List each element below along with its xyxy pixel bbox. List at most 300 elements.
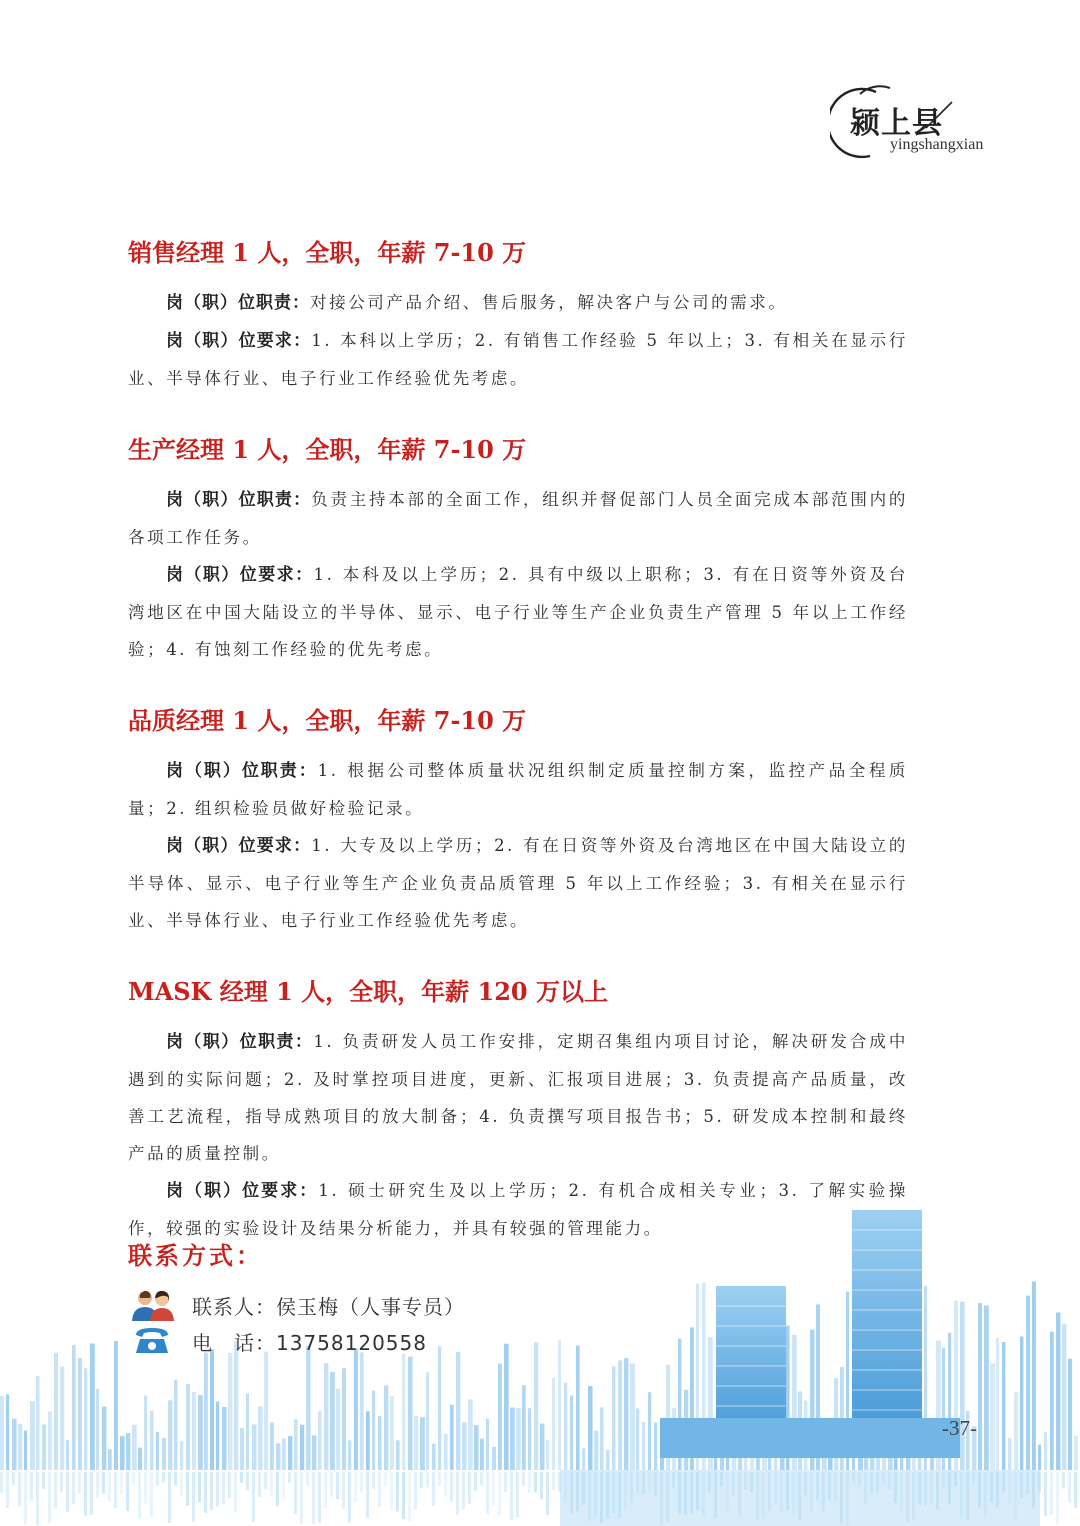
- skyline-bar: [594, 1431, 598, 1470]
- skyline-reflection: [144, 1472, 147, 1503]
- skyline-reflection: [804, 1472, 807, 1495]
- skyline-reflection: [768, 1472, 771, 1510]
- skyline-reflection: [942, 1472, 945, 1488]
- skyline-reflection: [342, 1472, 345, 1509]
- skyline-reflection: [0, 1472, 3, 1493]
- skyline-bar: [372, 1391, 375, 1470]
- skyline-reflection: [180, 1472, 183, 1495]
- skyline-reflection: [588, 1472, 591, 1521]
- skyline-bar: [432, 1444, 436, 1470]
- skyline-reflection: [600, 1472, 603, 1523]
- skyline-reflection: [780, 1472, 783, 1512]
- skyline-bar: [354, 1348, 358, 1470]
- skyline-reflection: [18, 1472, 21, 1507]
- header-logo: [830, 84, 1010, 164]
- skyline-bar: [306, 1346, 311, 1470]
- skyline-reflection: [384, 1472, 387, 1486]
- skyline-reflection: [870, 1472, 873, 1493]
- skyline-bar: [276, 1443, 280, 1470]
- skyline-bar: [576, 1346, 580, 1470]
- skyline-bar: [36, 1376, 40, 1470]
- skyline-bar: [540, 1424, 544, 1470]
- job-title: 品质经理 1 人，全职，年薪 7-10 万: [128, 706, 527, 735]
- duty-text: 1. 负责研发人员工作安排，定期召集组内项目讨论，解决研发合成中遇到的实际问题；2. 及时掌控项目进度，更新、汇报项目进展；3. 负责提高产品质量，改善工艺流程，指导成熟项目的放大制备；4. 负责撰写项目报告书；5. 研发成本控制和最终产品的质量控制。: [128, 1032, 909, 1163]
- skyline-reflection: [168, 1472, 171, 1523]
- contact-person-row: [130, 1288, 465, 1322]
- skyline-reflection: [732, 1472, 735, 1496]
- skyline-reflection: [432, 1472, 435, 1505]
- skyline-reflection: [498, 1472, 501, 1516]
- skyline-reflection: [774, 1472, 777, 1504]
- skyline-bar: [1020, 1336, 1023, 1470]
- skyline-bar: [156, 1432, 159, 1470]
- skyline-bar: [132, 1425, 137, 1470]
- requirement-label: 岗（职）位要求：: [166, 331, 312, 351]
- skyline-bar: [168, 1400, 172, 1470]
- skyline-bar: [42, 1424, 46, 1470]
- skyline-reflection: [222, 1472, 225, 1504]
- skyline-bar: [6, 1394, 9, 1470]
- skyline-reflection: [744, 1472, 747, 1490]
- skyline-reflection: [1032, 1472, 1035, 1508]
- skyline-reflection: [372, 1472, 375, 1489]
- skyline-reflection: [612, 1472, 615, 1513]
- skyline-reflection: [420, 1472, 423, 1488]
- skyline-reflection: [864, 1472, 867, 1503]
- skyline-reflection: [126, 1472, 129, 1511]
- skyline-reflection: [678, 1472, 681, 1513]
- skyline-reflection: [954, 1472, 957, 1487]
- job-title: 生产经理 1 人，全职，年薪 7-10 万: [128, 435, 527, 464]
- skyline-bar: [150, 1411, 153, 1470]
- skyline-reflection: [990, 1472, 993, 1502]
- skyline-reflection: [750, 1472, 753, 1492]
- skyline-reflection: [30, 1472, 33, 1500]
- skyline-reflection: [90, 1472, 93, 1515]
- skyline-reflection: [240, 1472, 243, 1483]
- skyline-reflection: [594, 1472, 597, 1517]
- skyline-reflection: [1044, 1472, 1047, 1516]
- telephone-icon: [130, 1325, 176, 1357]
- skyline-reflection: [906, 1472, 909, 1522]
- skyline-reflection: [96, 1472, 99, 1498]
- skyline-reflection: [108, 1472, 111, 1501]
- skyline-reflection: [900, 1472, 903, 1512]
- skyline-reflection: [426, 1472, 429, 1487]
- skyline-bar: [1032, 1281, 1036, 1470]
- skyline-bar: [612, 1366, 615, 1470]
- skyline-reflection: [318, 1472, 321, 1522]
- skyline-reflection: [234, 1472, 237, 1512]
- skyline-bar: [420, 1417, 425, 1470]
- skyline-bar: [324, 1363, 328, 1470]
- job-duty: [128, 1023, 908, 1172]
- job-duty: [128, 284, 908, 322]
- requirement-text: 1. 大专及以上学历；2. 有在日资等外资及台湾地区在中国大陆设立的半导体、显示、电子行业等生产企业负责品质管理 5 年以上工作经验；3. 有相关在显示行业、半导体行业、电子行业工作经验优先考虑。: [128, 836, 908, 930]
- skyline-bar: [12, 1419, 17, 1470]
- skyline-reflection: [654, 1472, 657, 1496]
- skyline-reflection: [462, 1472, 465, 1509]
- skyline-bar: [480, 1439, 484, 1470]
- skyline-reflection: [672, 1472, 675, 1487]
- skyline-bar: [348, 1440, 351, 1470]
- skyline-reflection: [252, 1472, 255, 1522]
- skyline-reflection: [1002, 1472, 1005, 1492]
- skyline-reflection: [378, 1472, 381, 1507]
- skyline-bar: [606, 1450, 610, 1470]
- skyline-bar: [282, 1438, 286, 1470]
- skyline-reflection: [708, 1472, 711, 1491]
- skyline-bar: [48, 1411, 52, 1470]
- skyline-reflection: [738, 1472, 741, 1516]
- skyline-reflection: [510, 1472, 513, 1520]
- skyline-reflection: [828, 1472, 831, 1500]
- skyline-reflection: [450, 1472, 453, 1502]
- skyline-bar: [588, 1386, 593, 1470]
- skyline-bar: [522, 1385, 526, 1470]
- people-icon: [130, 1289, 176, 1321]
- skyline-bar: [552, 1378, 555, 1470]
- skyline-bar: [78, 1358, 82, 1470]
- skyline-reflection: [984, 1472, 987, 1516]
- requirement-label: 岗（职）位要求：: [166, 1181, 319, 1201]
- skyline-reflection: [72, 1472, 75, 1504]
- skyline-reflection: [762, 1472, 765, 1518]
- skyline-bar: [414, 1416, 418, 1470]
- skyline-bar: [498, 1364, 502, 1470]
- skyline-bar: [66, 1440, 69, 1470]
- skyline-bar: [504, 1344, 509, 1470]
- skyline-reflection: [48, 1472, 51, 1523]
- skyline-bar: [162, 1438, 166, 1470]
- skyline-reflection: [522, 1472, 525, 1486]
- skyline-reflection: [690, 1472, 693, 1514]
- requirement-text: 1. 本科以上学历；2. 有销售工作经验 5 年以上；3. 有相关在显示行业、半导体行业、电子行业工作经验优先考虑。: [128, 331, 909, 388]
- skyline-reflection: [336, 1472, 339, 1499]
- skyline-reflection: [1056, 1472, 1059, 1524]
- skyline-reflection: [456, 1472, 459, 1515]
- skyline-bar: [342, 1368, 346, 1470]
- skyline-reflection: [558, 1472, 561, 1492]
- skyline-bar: [1002, 1342, 1005, 1470]
- skyline-reflection: [960, 1472, 963, 1517]
- skyline-reflection: [414, 1472, 417, 1510]
- skyline-reflection: [366, 1472, 369, 1518]
- skyline-reflection: [924, 1472, 927, 1506]
- skyline-bar: [246, 1393, 249, 1470]
- skyline-reflection: [210, 1472, 213, 1510]
- skyline-reflection: [582, 1472, 585, 1504]
- skyline-bar: [1008, 1438, 1011, 1470]
- skyline-reflection: [570, 1472, 573, 1513]
- skyline-bar: [192, 1392, 196, 1470]
- skyline-bar: [630, 1363, 635, 1470]
- skyline-reflection: [1026, 1472, 1029, 1493]
- job-title: 销售经理 1 人，全职，年薪 7-10 万: [128, 238, 527, 267]
- skyline-reflection: [216, 1472, 219, 1506]
- requirement-text: 1. 硕士研究生及以上学历；2. 有机合成相关专业；3. 了解实验操作，较强的实验设计及结果分析能力，并具有较强的管理能力。: [128, 1181, 908, 1238]
- skyline-bar: [234, 1341, 238, 1470]
- skyline-bar: [294, 1419, 298, 1470]
- skyline-reflection: [534, 1472, 537, 1493]
- skyline-reflection: [696, 1472, 699, 1510]
- skyline-reflection: [504, 1472, 507, 1492]
- skyline-reflection: [102, 1472, 105, 1494]
- skyline-reflection: [132, 1472, 135, 1484]
- skyline-reflection: [192, 1472, 195, 1522]
- skyline-bar: [0, 1396, 4, 1470]
- skyline-reflection: [360, 1472, 363, 1493]
- logo-pinyin: yingshangxian: [890, 136, 984, 153]
- skyline-bar: [654, 1423, 657, 1470]
- skyline-bar: [108, 1449, 112, 1470]
- skyline-reflection: [918, 1472, 921, 1505]
- skyline-reflection: [198, 1472, 201, 1502]
- skyline-bar: [318, 1411, 322, 1470]
- skyline-bar: [252, 1424, 256, 1470]
- skyline-reflection: [834, 1472, 837, 1502]
- skyline-reflection: [78, 1472, 81, 1494]
- skyline-reflection: [720, 1472, 723, 1486]
- skyline-reflection: [684, 1472, 687, 1515]
- skyline-reflection: [798, 1472, 801, 1520]
- skyline-reflection: [846, 1472, 849, 1525]
- skyline-reflection: [348, 1472, 351, 1523]
- skyline-bar: [408, 1357, 413, 1470]
- skyline-bar: [228, 1353, 232, 1470]
- skyline-bar: [396, 1440, 400, 1470]
- skyline-reflection: [438, 1472, 441, 1486]
- skyline-bar: [204, 1353, 208, 1470]
- skyline-reflection: [756, 1472, 759, 1520]
- skyline-reflection: [444, 1472, 447, 1496]
- skyline-bar: [1056, 1312, 1060, 1470]
- skyline-reflection: [480, 1472, 483, 1485]
- skyline-reflection: [648, 1472, 651, 1490]
- requirement-label: 岗（职）位要求：: [166, 836, 312, 856]
- skyline-reflection: [786, 1472, 789, 1510]
- skyline-reflection: [228, 1472, 231, 1498]
- job-sales-manager: [128, 236, 908, 433]
- skyline-bar: [996, 1338, 999, 1470]
- skyline-bar: [402, 1354, 405, 1470]
- skyline-bar: [558, 1340, 561, 1470]
- skyline-reflection: [174, 1472, 177, 1485]
- skyline-bar: [144, 1396, 147, 1470]
- skyline-reflection: [894, 1472, 897, 1503]
- skyline-bar: [18, 1424, 22, 1470]
- skyline-bar: [648, 1392, 651, 1470]
- skyline-bar: [528, 1408, 531, 1470]
- skyline-reflection: [888, 1472, 891, 1490]
- skyline-bar: [1038, 1445, 1041, 1470]
- skyline-reflection: [816, 1472, 819, 1500]
- contact-title: 联系方式：: [128, 1241, 263, 1270]
- skyline-bar: [96, 1389, 99, 1470]
- skyline-bar: [102, 1407, 106, 1470]
- skyline-bar: [384, 1385, 388, 1470]
- skyline-reflection: [792, 1472, 795, 1515]
- skyline-bar: [534, 1342, 538, 1470]
- skyline-bar: [570, 1396, 573, 1470]
- skyline-bar: [198, 1395, 203, 1470]
- skyline-bar: [210, 1349, 214, 1470]
- skyline-reflection: [1062, 1472, 1065, 1488]
- skyline-bar: [444, 1434, 448, 1470]
- skyline-reflection: [858, 1472, 861, 1486]
- job-requirement: [128, 556, 908, 668]
- skyline-reflection: [24, 1472, 27, 1525]
- skyline-reflection: [552, 1472, 555, 1490]
- job-duty: [128, 752, 908, 827]
- skyline-bar: [468, 1399, 473, 1470]
- skyline-bar: [138, 1448, 142, 1470]
- skyline-reflection: [516, 1472, 519, 1517]
- skyline-bar: [288, 1436, 292, 1470]
- job-quality-manager: [128, 704, 908, 975]
- page-number: -37-: [942, 1416, 977, 1440]
- skyline-reflection: [492, 1472, 495, 1506]
- skyline-reflection: [396, 1472, 399, 1512]
- skyline-reflection: [840, 1472, 843, 1523]
- skyline-reflection: [486, 1472, 489, 1514]
- skyline-bar: [426, 1372, 429, 1470]
- skyline-reflection: [876, 1472, 879, 1493]
- skyline-bar: [240, 1428, 244, 1470]
- skyline-bar: [636, 1408, 639, 1470]
- skyline-reflection: [12, 1472, 15, 1485]
- skyline-bar: [546, 1440, 549, 1470]
- skyline-reflection: [270, 1472, 273, 1497]
- skyline-bar: [582, 1448, 585, 1470]
- job-duty: [128, 481, 908, 556]
- skyline-reflection: [6, 1472, 9, 1508]
- skyline-bar: [624, 1358, 628, 1470]
- skyline-bar: [960, 1302, 965, 1470]
- skyline-reflection: [300, 1472, 303, 1524]
- skyline-reflection: [624, 1472, 627, 1508]
- skyline-bar: [72, 1345, 76, 1470]
- skyline-bar: [54, 1353, 58, 1470]
- skyline-reflection: [852, 1472, 855, 1483]
- skyline-bar: [126, 1433, 130, 1470]
- skyline-reflection: [276, 1472, 279, 1506]
- job-title: MASK 经理 1 人，全职，年薪 120 万以上: [128, 977, 608, 1006]
- job-listings: [128, 236, 908, 1247]
- skyline-bar: [258, 1407, 263, 1470]
- skyline-reflection: [324, 1472, 327, 1508]
- skyline-reflection: [666, 1472, 669, 1522]
- skyline-reflection: [468, 1472, 471, 1504]
- contact-phone-row: [130, 1324, 427, 1358]
- skyline-bar: [60, 1367, 64, 1470]
- skyline-bar: [378, 1416, 381, 1470]
- skyline-bar: [270, 1422, 274, 1470]
- skyline-reflection: [330, 1472, 333, 1497]
- skyline-bar: [222, 1407, 227, 1470]
- skyline-reflection: [1068, 1472, 1071, 1502]
- skyline-reflection: [258, 1472, 261, 1497]
- contact-phone: 电 话：13758120558: [192, 1330, 427, 1355]
- skyline-bar: [174, 1380, 178, 1470]
- skyline-reflection: [42, 1472, 45, 1489]
- requirement-text: 1. 本科及以上学历；2. 具有中级以上职称；3. 有在日资等外资及台湾地区在中国大陆设立的半导体、显示、电子行业等生产企业负责生产管理 5 年以上工作经验；4. 有蚀刻工作经验的优先考虑。: [128, 565, 909, 659]
- skyline-reflection: [1008, 1472, 1011, 1504]
- skyline-bar: [84, 1368, 87, 1470]
- skyline-bar: [180, 1441, 183, 1470]
- skyline-bar: [24, 1431, 27, 1470]
- skyline-reflection: [564, 1472, 567, 1503]
- skyline-reflection: [936, 1472, 939, 1510]
- skyline-bar: [390, 1396, 394, 1470]
- skyline-bar: [312, 1435, 316, 1470]
- skyline-bar: [336, 1389, 340, 1470]
- skyline-reflection: [978, 1472, 981, 1507]
- skyline-reflection: [288, 1472, 291, 1483]
- skyline-reflection: [636, 1472, 639, 1493]
- requirement-label: 岗（职）位要求：: [166, 565, 314, 585]
- skyline-bar: [90, 1343, 95, 1470]
- skyline-reflection: [702, 1472, 705, 1517]
- skyline-reflection: [660, 1472, 663, 1524]
- duty-text: 对接公司产品介绍、售后服务，解决客户与公司的需求。: [310, 293, 788, 312]
- skyline-reflection: [642, 1472, 645, 1494]
- skyline-reflection: [1050, 1472, 1053, 1515]
- skyline-reflection: [882, 1472, 885, 1483]
- skyline-reflection: [54, 1472, 57, 1509]
- skyline-reflection: [606, 1472, 609, 1518]
- skyline-reflection: [60, 1472, 63, 1492]
- duty-text: 1. 根据公司整体质量状况组织制定质量控制方案，监控产品全程质量；2. 组织检验员做好检验记录。: [128, 761, 909, 818]
- skyline-bar: [462, 1422, 467, 1470]
- duty-label: 岗（职）位职责：: [166, 1032, 314, 1052]
- skyline-reflection: [1038, 1472, 1041, 1493]
- skyline-reflection: [948, 1472, 951, 1504]
- skyline-reflection: [618, 1472, 621, 1518]
- job-production-manager: [128, 433, 908, 704]
- skyline-reflection: [912, 1472, 915, 1520]
- skyline-reflection: [150, 1472, 153, 1517]
- skyline-bar: [1068, 1359, 1072, 1470]
- skyline-bar: [1050, 1332, 1054, 1470]
- logo-chinese: 颍上县: [850, 106, 943, 141]
- skyline-reflection: [114, 1472, 117, 1508]
- skyline-bar: [1044, 1432, 1047, 1470]
- skyline-reflection: [930, 1472, 933, 1505]
- skyline-bar: [330, 1372, 335, 1470]
- duty-label: 岗（职）位职责：: [166, 490, 312, 510]
- skyline-reflection: [474, 1472, 477, 1491]
- duty-text: 负责主持本部的全面工作，组织并督促部门人员全面完成本部范围内的各项工作任务。: [128, 490, 909, 547]
- skyline-bar: [1026, 1296, 1030, 1470]
- skyline-bar: [30, 1401, 35, 1470]
- skyline-bar: [486, 1419, 489, 1470]
- skyline-reflection: [390, 1472, 393, 1509]
- skyline-reflection: [996, 1472, 999, 1507]
- skyline-bar: [474, 1425, 479, 1470]
- skyline-reflection: [1074, 1472, 1077, 1508]
- skyline-bar: [990, 1363, 995, 1470]
- skyline-bar: [186, 1384, 190, 1470]
- skyline-bar: [360, 1352, 364, 1470]
- skyline-bar: [642, 1422, 645, 1470]
- skyline-reflection: [822, 1472, 825, 1513]
- skyline-reflection: [186, 1472, 189, 1506]
- skyline-reflection: [726, 1472, 729, 1511]
- skyline-bar: [450, 1405, 454, 1470]
- skyline-reflection: [138, 1472, 141, 1519]
- skyline-bar: [492, 1447, 496, 1470]
